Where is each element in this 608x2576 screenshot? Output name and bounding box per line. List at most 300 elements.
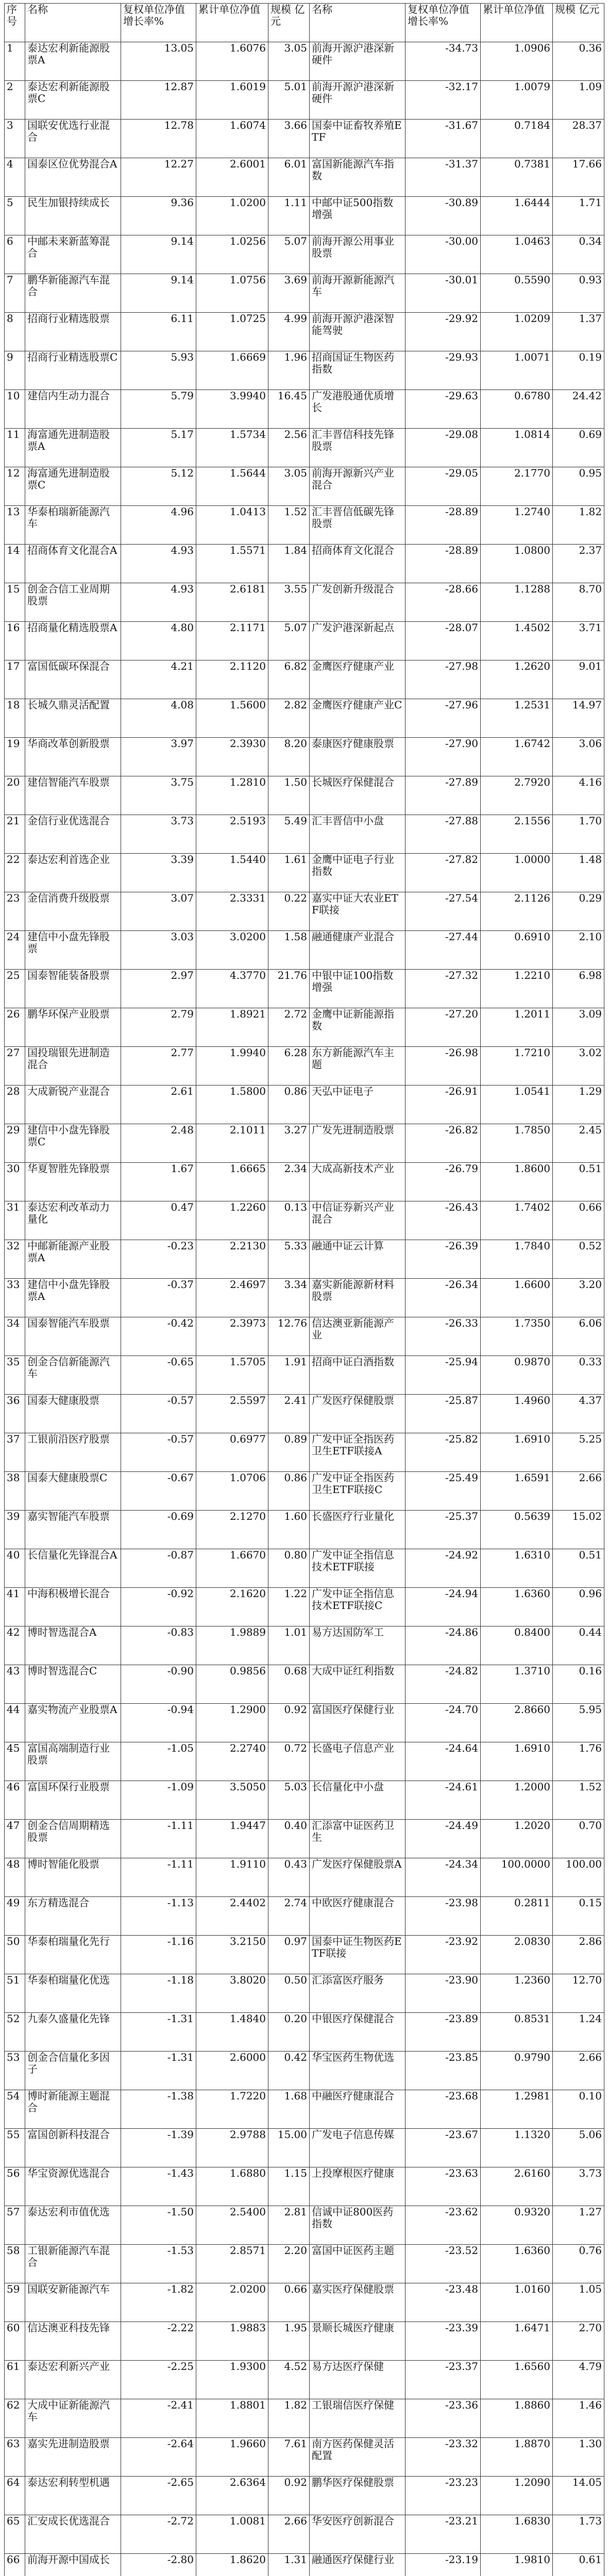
row-no: 45 [5,1742,25,1781]
fund-name-left: 国泰大健康股票C [25,1472,121,1511]
size-left: 0.86 [268,1086,310,1124]
table-row [5,2167,604,2206]
nav-return-left: 2.48 [121,1124,196,1163]
size-left: 15.00 [268,2129,310,2167]
size-left: 0.42 [268,2052,310,2090]
fund-name-left: 博时智选混合A [25,1626,121,1665]
size-right: 1.82 [553,506,604,545]
nav-right: 1.6830 [481,2515,553,2554]
row-no: 53 [5,2052,25,2090]
table-row [5,1124,604,1163]
table-row [5,854,604,892]
fund-name-right: 广发港股通优质增长 [310,390,406,429]
nav-right: 2.6160 [481,2167,553,2206]
table-row [5,815,604,854]
nav-left: 1.9110 [196,1858,268,1897]
fund-name-left: 建信中小盘先锋股票 [25,931,121,970]
row-no: 64 [5,2477,25,2515]
nav-left: 3.9940 [196,390,268,429]
nav-return-right: -27.96 [406,699,481,738]
size-right: 0.51 [553,1549,604,1588]
nav-right: 1.6910 [481,1433,553,1472]
fund-name-left: 工银前沿医疗股票 [25,1433,121,1472]
table-row [5,390,604,429]
size-right: 17.66 [553,158,604,197]
row-no: 30 [5,1163,25,1201]
size-left: 3.05 [268,42,310,81]
table-row [5,1974,604,2013]
size-left: 0.66 [268,2283,310,2322]
nav-return-right: -23.19 [406,2554,481,2576]
row-no: 43 [5,1665,25,1704]
nav-return-right: -23.63 [406,2167,481,2206]
table-row [5,351,604,390]
size-left: 12.76 [268,1317,310,1356]
table-row [5,313,604,351]
nav-return-right: -25.37 [406,1511,481,1549]
nav-left: 2.6000 [196,2052,268,2090]
nav-left: 1.8921 [196,1008,268,1047]
table-row [5,2129,604,2167]
table-row [5,2554,604,2576]
table-row [5,2206,604,2245]
nav-return-left: 9.36 [121,197,196,235]
nav-left: 1.6665 [196,1163,268,1201]
size-right: 3.71 [553,622,604,660]
fund-name-left: 大成新锐产业混合 [25,1086,121,1124]
nav-left: 1.9883 [196,2322,268,2361]
nav-right: 1.6444 [481,197,553,235]
header-name-right: 名称 [310,4,406,42]
row-no: 28 [5,1086,25,1124]
nav-left: 2.1011 [196,1124,268,1163]
fund-name-left: 泰达宏利新兴产业 [25,2361,121,2399]
table-row [5,506,604,545]
table-row [5,120,604,158]
nav-return-right: -23.68 [406,2090,481,2129]
nav-return-left: 2.61 [121,1086,196,1124]
table-row [5,738,604,776]
row-no: 2 [5,81,25,120]
nav-left: 1.5644 [196,467,268,506]
nav-right: 0.2811 [481,1897,553,1936]
fund-name-right: 汇添富医疗服务 [310,1974,406,2013]
row-no: 5 [5,197,25,235]
nav-right: 2.7920 [481,776,553,815]
nav-right: 1.0814 [481,429,553,467]
size-right: 0.29 [553,892,604,931]
row-no: 61 [5,2361,25,2399]
nav-return-left: -1.16 [121,1936,196,1974]
size-right: 1.52 [553,1781,604,1820]
row-no: 47 [5,1820,25,1858]
nav-left: 1.0413 [196,506,268,545]
nav-left: 2.3930 [196,738,268,776]
header-nav-left: 累计单位净值 [196,4,268,42]
nav-left: 1.9447 [196,1820,268,1858]
fund-name-left: 华泰柏瑞新能源汽车 [25,506,121,545]
nav-left: 2.1120 [196,660,268,699]
fund-name-right: 广发电子信息传媒 [310,2129,406,2167]
fund-name-right: 鹏华医疗保健股票 [310,2477,406,2515]
row-no: 19 [5,738,25,776]
fund-name-right: 前海开源沪港深新硬件 [310,81,406,120]
size-right: 1.71 [553,197,604,235]
table-row [5,1820,604,1858]
nav-return-right: -26.33 [406,1317,481,1356]
size-left: 5.01 [268,81,310,120]
size-left: 6.28 [268,1047,310,1086]
nav-return-left: -0.42 [121,1317,196,1356]
nav-left: 1.8620 [196,2554,268,2576]
fund-name-left: 前海开源中国成长 [25,2554,121,2576]
nav-return-right: -31.37 [406,158,481,197]
fund-name-right: 泰康医疗健康股票 [310,738,406,776]
size-left: 8.20 [268,738,310,776]
nav-return-left: -2.80 [121,2554,196,2576]
nav-left: 1.0200 [196,197,268,235]
nav-return-left: 13.05 [121,42,196,81]
fund-name-left: 泰达宏利新能源股票C [25,81,121,120]
nav-return-left: 12.78 [121,120,196,158]
nav-right: 1.0209 [481,313,553,351]
nav-left: 2.2130 [196,1240,268,1279]
nav-return-left: -1.05 [121,1742,196,1781]
table-row [5,1665,604,1704]
fund-name-left: 富国低碳环保混合 [25,660,121,699]
fund-name-left: 长城久鼎灵活配置 [25,699,121,738]
size-right: 1.37 [553,313,604,351]
table-row [5,660,604,699]
nav-right: 1.2000 [481,1781,553,1820]
nav-right: 1.6360 [481,2245,553,2283]
fund-name-right: 中欧医疗健康混合 [310,1897,406,1936]
fund-name-left: 富国环保行业股票 [25,1781,121,1820]
size-right: 0.51 [553,1163,604,1201]
nav-return-right: -24.64 [406,1742,481,1781]
nav-return-right: -23.48 [406,2283,481,2322]
size-left: 21.76 [268,970,310,1008]
nav-right: 2.8660 [481,1704,553,1742]
nav-right: 2.1556 [481,815,553,854]
nav-return-right: -24.86 [406,1626,481,1665]
nav-return-left: 5.93 [121,351,196,390]
header-nav-return-right: 复权单位净值增长率% [406,4,481,42]
size-right: 5.95 [553,1704,604,1742]
nav-return-left: -1.39 [121,2129,196,2167]
table-row [5,2515,604,2554]
fund-name-right: 长盛医疗行业量化 [310,1511,406,1549]
fund-name-right: 汇丰晋信低碳先锋股票 [310,506,406,545]
size-right: 3.09 [553,1008,604,1047]
nav-return-right: -26.91 [406,1086,481,1124]
nav-return-right: -25.49 [406,1472,481,1511]
nav-right: 0.8531 [481,2013,553,2052]
fund-name-right: 融通医疗保健行业 [310,2554,406,2576]
nav-left: 1.0725 [196,313,268,351]
size-left: 1.61 [268,854,310,892]
nav-left: 1.6670 [196,1549,268,1588]
nav-left: 2.0200 [196,2283,268,2322]
nav-return-left: 6.11 [121,313,196,351]
table-row [5,1240,604,1279]
table-row [5,2399,604,2438]
nav-left: 1.0706 [196,1472,268,1511]
nav-right: 1.6360 [481,1588,553,1626]
nav-left: 2.1270 [196,1511,268,1549]
row-no: 55 [5,2129,25,2167]
row-no: 34 [5,1317,25,1356]
row-no: 49 [5,1897,25,1936]
table-row [5,1472,604,1511]
fund-name-right: 广发先进制造股票 [310,1124,406,1163]
size-right: 1.73 [553,2515,604,2554]
row-no: 1 [5,42,25,81]
fund-name-right: 华安医疗创新混合 [310,2515,406,2554]
nav-return-right: -23.62 [406,2206,481,2245]
nav-right: 1.0000 [481,854,553,892]
table-row [5,699,604,738]
size-left: 4.99 [268,313,310,351]
nav-return-right: -24.94 [406,1588,481,1626]
table-row [5,1626,604,1665]
nav-left: 1.6669 [196,351,268,390]
nav-right: 0.9790 [481,2052,553,2090]
nav-return-right: -23.52 [406,2245,481,2283]
nav-return-right: -25.87 [406,1395,481,1433]
size-right: 2.66 [553,1472,604,1511]
row-no: 36 [5,1395,25,1433]
fund-name-right: 易方达医疗保健 [310,2361,406,2399]
nav-right: 1.2020 [481,1820,553,1858]
nav-return-left: -1.11 [121,1820,196,1858]
row-no: 7 [5,274,25,313]
fund-name-left: 创金合信新能源汽车 [25,1356,121,1395]
nav-left: 2.8571 [196,2245,268,2283]
fund-name-right: 前海开源新能源汽车 [310,274,406,313]
nav-right: 0.7381 [481,158,553,197]
table-row [5,776,604,815]
nav-return-left: -0.37 [121,1279,196,1317]
fund-name-right: 金鹰中证电子行业指数 [310,854,406,892]
nav-return-left: -1.31 [121,2013,196,2052]
fund-name-right: 广发中证全指信息技术ETF联接C [310,1588,406,1626]
nav-left: 1.5800 [196,1086,268,1124]
size-left: 1.22 [268,1588,310,1626]
nav-left: 2.6181 [196,583,268,622]
row-no: 22 [5,854,25,892]
table-row [5,274,604,313]
nav-left: 1.6019 [196,81,268,120]
nav-return-right: -28.89 [406,506,481,545]
size-right: 14.05 [553,2477,604,2515]
nav-right: 1.6910 [481,1742,553,1781]
nav-right: 0.7184 [481,120,553,158]
size-left: 7.61 [268,2438,310,2477]
fund-name-right: 广发医疗保健股票 [310,1395,406,1433]
fund-name-left: 华夏智胜先锋股票 [25,1163,121,1201]
size-left: 1.60 [268,1511,310,1549]
size-right: 0.16 [553,1665,604,1704]
nav-left: 2.4402 [196,1897,268,1936]
size-left: 1.96 [268,351,310,390]
fund-name-right: 华宝医药生物优选 [310,2052,406,2090]
nav-right: 1.2981 [481,2090,553,2129]
size-left: 1.52 [268,506,310,545]
fund-name-right: 中信证券新兴产业混合 [310,1201,406,1240]
nav-right: 1.7402 [481,1201,553,1240]
row-no: 48 [5,1858,25,1897]
nav-return-left: 12.27 [121,158,196,197]
size-left: 3.66 [268,120,310,158]
nav-return-right: -23.85 [406,2052,481,2090]
row-no: 8 [5,313,25,351]
fund-name-right: 中融医疗健康混合 [310,2090,406,2129]
size-left: 2.74 [268,1897,310,1936]
nav-right: 1.2090 [481,2477,553,2515]
table-row [5,622,604,660]
size-left: 0.80 [268,1549,310,1588]
nav-return-left: 2.77 [121,1047,196,1086]
nav-return-left: -0.65 [121,1356,196,1395]
nav-right: 1.8870 [481,2438,553,2477]
fund-name-left: 国投瑞银先进制造混合 [25,1047,121,1086]
size-right: 0.95 [553,467,604,506]
row-no: 15 [5,583,25,622]
fund-name-left: 华宝资源优选混合 [25,2167,121,2206]
row-no: 52 [5,2013,25,2052]
table-row [5,1704,604,1742]
nav-right: 1.2210 [481,970,553,1008]
size-right: 1.09 [553,81,604,120]
header-size-right: 规模 亿元 [553,4,604,42]
row-no: 51 [5,1974,25,2013]
fund-name-right: 前海开源沪港深智能驾驶 [310,313,406,351]
row-no: 33 [5,1279,25,1317]
nav-left: 1.5705 [196,1356,268,1395]
row-no: 60 [5,2322,25,2361]
size-right: 0.15 [553,1897,604,1936]
fund-name-left: 嘉实先进制造股票 [25,2438,121,2477]
table-row [5,2477,604,2515]
nav-return-left: 3.97 [121,738,196,776]
header-size-left: 规模 亿元 [268,4,310,42]
fund-name-right: 广发中证全指信息技术ETF联接 [310,1549,406,1588]
size-right: 0.52 [553,1240,604,1279]
size-left: 5.07 [268,622,310,660]
nav-return-right: -28.66 [406,583,481,622]
header-name-left: 名称 [25,4,121,42]
nav-return-right: -23.32 [406,2438,481,2477]
row-no: 11 [5,429,25,467]
nav-right: 0.6910 [481,931,553,970]
row-no: 41 [5,1588,25,1626]
nav-return-left: -0.94 [121,1704,196,1742]
fund-name-right: 前海开源沪港深新硬件 [310,42,406,81]
nav-return-right: -23.39 [406,2322,481,2361]
nav-return-right: -27.98 [406,660,481,699]
row-no: 26 [5,1008,25,1047]
table-row [5,545,604,583]
nav-return-right: -23.89 [406,2013,481,2052]
nav-right: 0.9870 [481,1356,553,1395]
nav-left: 2.5400 [196,2206,268,2245]
fund-name-right: 招商中证白酒指数 [310,1356,406,1395]
size-right: 3.73 [553,2167,604,2206]
fund-name-right: 南方医药保健灵活配置 [310,2438,406,2477]
fund-name-left: 招商行业精选股票 [25,313,121,351]
row-no: 29 [5,1124,25,1163]
nav-return-right: -23.67 [406,2129,481,2167]
size-right: 3.20 [553,1279,604,1317]
fund-name-right: 广发沪港深新起点 [310,622,406,660]
size-right: 24.42 [553,390,604,429]
nav-return-left: 12.87 [121,81,196,120]
size-left: 1.01 [268,1626,310,1665]
size-left: 0.92 [268,2477,310,2515]
nav-return-right: -24.49 [406,1820,481,1858]
nav-right: 1.6471 [481,2322,553,2361]
size-left: 1.91 [268,1356,310,1395]
fund-name-right: 嘉实新能源新材料股票 [310,1279,406,1317]
nav-return-left: -0.23 [121,1240,196,1279]
nav-return-right: -24.70 [406,1704,481,1742]
nav-return-left: -1.09 [121,1781,196,1820]
nav-right: 1.0541 [481,1086,553,1124]
nav-left: 1.5600 [196,699,268,738]
size-left: 2.56 [268,429,310,467]
nav-right: 1.0079 [481,81,553,120]
fund-name-right: 嘉实医疗保健股票 [310,2283,406,2322]
fund-name-left: 中海积极增长混合 [25,1588,121,1626]
nav-return-left: 5.17 [121,429,196,467]
fund-name-right: 招商国证生物医药指数 [310,351,406,390]
fund-name-left: 金信消费升级股票 [25,892,121,931]
fund-name-right: 汇丰晋信中小盘 [310,815,406,854]
size-right: 2.86 [553,1936,604,1974]
fund-name-right: 国泰中证生物医药ETF联接 [310,1936,406,1974]
nav-left: 1.2810 [196,776,268,815]
nav-return-right: -26.82 [406,1124,481,1163]
nav-left: 1.5571 [196,545,268,583]
table-row [5,42,604,81]
size-left: 0.40 [268,1820,310,1858]
nav-return-right: -28.07 [406,622,481,660]
fund-name-left: 大成中证新能源汽车 [25,2399,121,2438]
nav-left: 1.0756 [196,274,268,313]
table-row [5,1317,604,1356]
size-right: 0.36 [553,42,604,81]
nav-right: 1.7210 [481,1047,553,1086]
nav-left: 1.6880 [196,2167,268,2206]
nav-right: 1.2531 [481,699,553,738]
fund-name-left: 建信内生动力混合 [25,390,121,429]
nav-left: 2.5597 [196,1395,268,1433]
nav-return-right: -26.79 [406,1163,481,1201]
fund-name-right: 大成高新技术产业 [310,1163,406,1201]
nav-return-right: -25.82 [406,1433,481,1472]
fund-name-left: 建信智能汽车股票 [25,776,121,815]
table-row [5,1163,604,1201]
table-row [5,931,604,970]
nav-return-right: -23.21 [406,2515,481,2554]
nav-return-right: -24.61 [406,1781,481,1820]
nav-return-left: -1.31 [121,2052,196,2090]
row-no: 50 [5,1936,25,1974]
size-left: 6.82 [268,660,310,699]
size-left: 5.03 [268,1781,310,1820]
nav-return-left: -1.50 [121,2206,196,2245]
